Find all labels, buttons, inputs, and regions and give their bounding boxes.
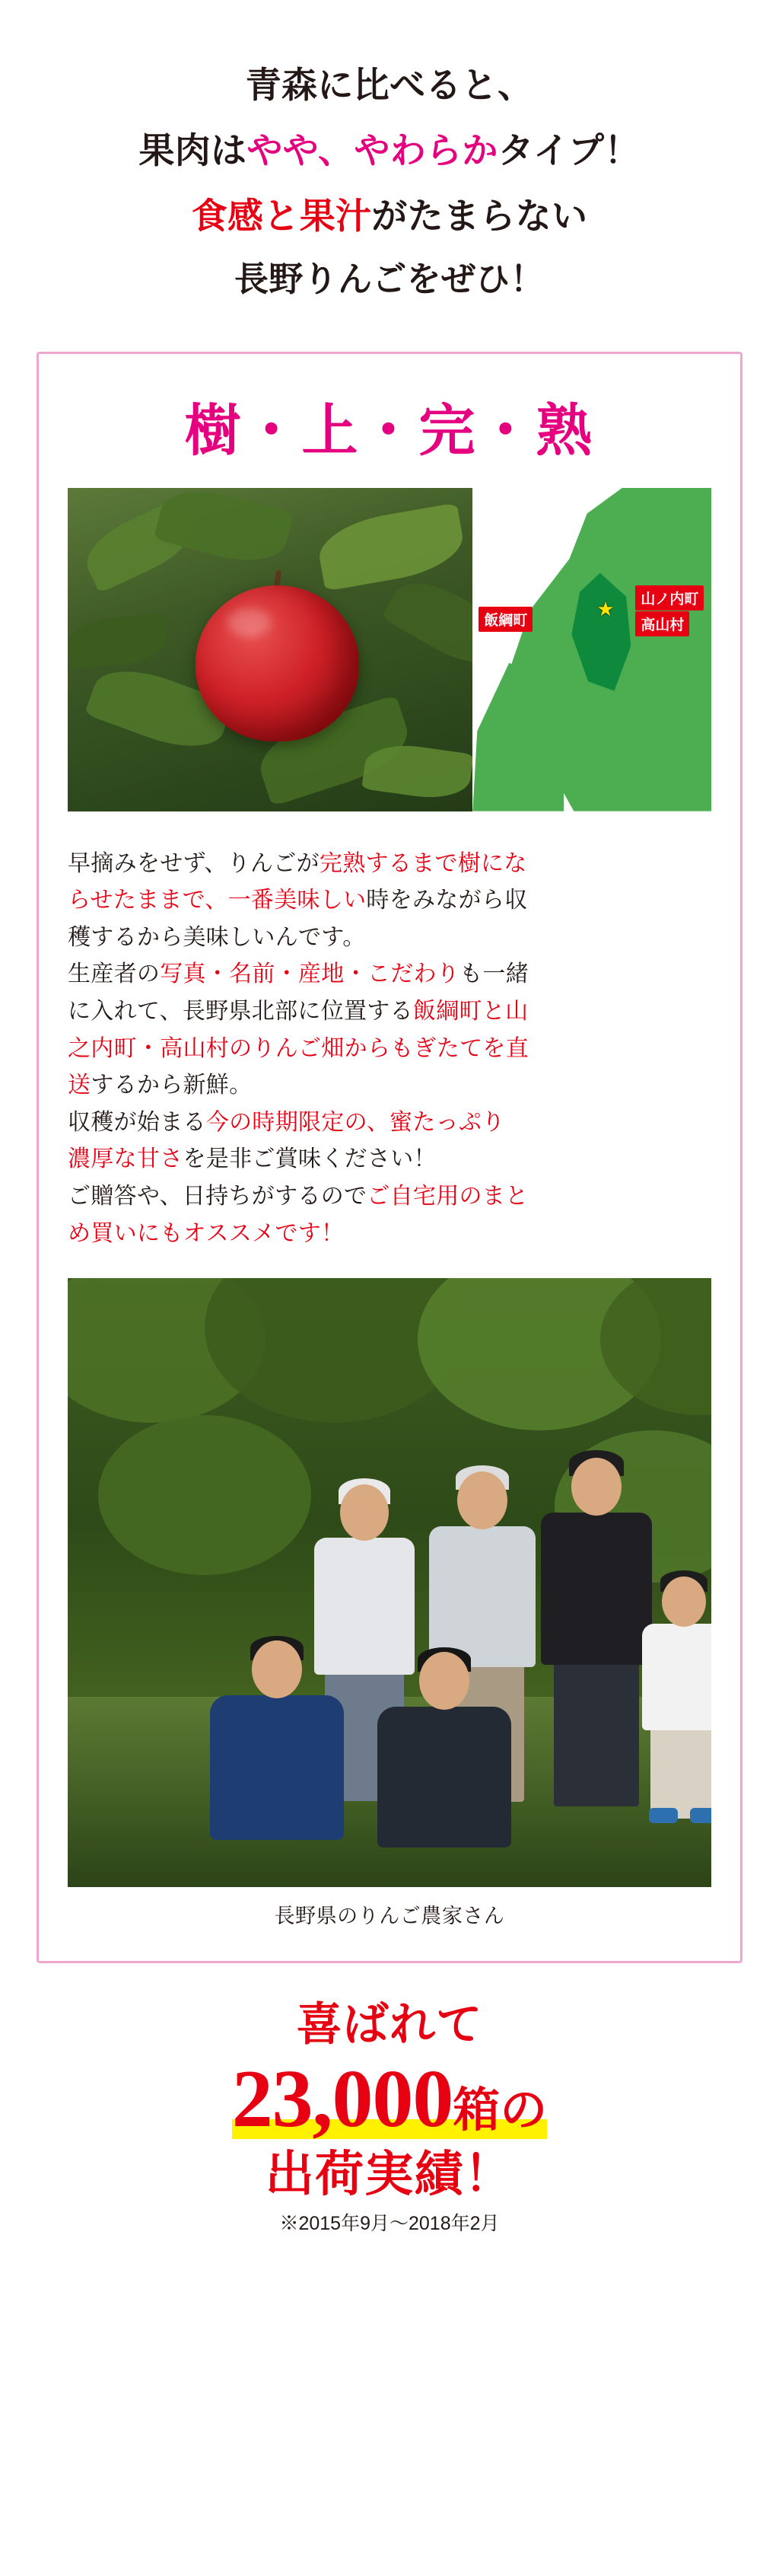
claim-line-3: 出荷実績！ — [265, 2147, 514, 2201]
tree-ripened-card — [37, 352, 742, 1964]
card-body-text — [68, 846, 711, 1253]
claim-number: 23,000 — [231, 2054, 453, 2145]
farmer-back-right — [539, 1447, 653, 1805]
body-line-7 — [68, 1067, 711, 1105]
headline-line-2 — [30, 125, 749, 177]
body-seg-2: らせたままで、一番美味しい — [68, 888, 367, 913]
body-seg-5: 生産者の — [68, 961, 161, 987]
body-line-4 — [68, 956, 711, 993]
body-line-9 — [68, 1141, 711, 1178]
nagano-region-map — [472, 488, 711, 811]
claim-note: ※2015年9月〜2018年2月 — [279, 2213, 500, 2235]
body-seg-19: め買いにもオススメです！ — [68, 1220, 345, 1246]
body-seg-12: するから新鮮。 — [91, 1073, 253, 1098]
body-seg-11: 送 — [68, 1073, 91, 1098]
body-line-1 — [68, 846, 711, 883]
map-label-iizuna: 飯綱町 — [479, 607, 533, 632]
map-label-yamanouchi: 山ノ内町 — [635, 585, 704, 611]
map-label-takayama: 高山村 — [635, 611, 689, 636]
headline-line-2-part-a: 果肉は — [138, 130, 247, 171]
headline-line-4: 長野りんごをぜひ！ — [234, 260, 545, 299]
map-star-icon: ★ — [596, 597, 615, 620]
claim-unit: 箱の — [453, 2085, 548, 2138]
farmers-photo-caption: 長野県のりんご農家さん — [274, 1905, 505, 1928]
body-seg-0: 早摘みをせず、りんごが — [68, 850, 320, 876]
body-seg-8: に入れて、長野県北部に位置する — [68, 999, 413, 1025]
headline-line-2-emphasis: やや、やわらか — [246, 130, 498, 171]
body-seg-10: 之内町・高山村のりんご畑からもぎたてを直 — [68, 1035, 529, 1061]
body-line-5 — [68, 993, 711, 1031]
body-seg-1: 完熟するまで樹にな — [319, 850, 527, 876]
nagano-apple-farmers-photo — [68, 1278, 711, 1887]
apple-fruit — [196, 585, 359, 741]
body-line-3 — [68, 920, 711, 957]
body-line-8 — [68, 1105, 711, 1142]
headline-line-3-part-b: がたまらない — [371, 196, 588, 237]
headline-line-2-part-c: タイプ！ — [498, 130, 641, 171]
body-seg-16: を是非ご賞味ください！ — [183, 1146, 437, 1172]
body-line-2 — [68, 882, 711, 920]
headline-line-1: 青森に比べると、 — [245, 65, 534, 105]
body-seg-4: 穫するから美味しいんです。 — [68, 924, 366, 950]
body-seg-14: 今の時期限定の、蜜たっぷり — [205, 1109, 505, 1135]
headline-line-3 — [30, 190, 749, 242]
body-seg-9: 飯綱町と山 — [412, 999, 529, 1025]
body-seg-13: 収穫が始まる — [68, 1109, 206, 1135]
body-seg-7: も一緒 — [459, 961, 529, 987]
headline-line-3-emphasis: 食感と果汁 — [191, 196, 372, 237]
body-seg-17: ご贈答や、日持ちがするので — [68, 1184, 367, 1210]
body-seg-3: 時をみながら収 — [366, 888, 528, 913]
farmer-front-left — [205, 1636, 349, 1857]
body-line-11 — [68, 1216, 711, 1253]
headline-block — [30, 0, 749, 304]
apple-on-tree-photo — [68, 488, 472, 811]
farmer-child — [638, 1567, 711, 1819]
card-title: 樹・上・完・熟 — [184, 400, 595, 463]
claim-number-row — [232, 2055, 548, 2145]
card-media-row — [68, 488, 711, 815]
body-seg-18: ご自宅用のまと — [367, 1184, 529, 1210]
claim-line-1: 喜ばれて — [296, 2000, 483, 2051]
body-line-10 — [68, 1178, 711, 1216]
body-seg-6: 写真・名前・産地・こだわり — [160, 961, 460, 987]
body-seg-15: 濃厚な甘さ — [68, 1146, 183, 1172]
shipping-record-claim — [30, 2000, 749, 2235]
farmer-front-right — [372, 1647, 517, 1860]
body-line-6 — [68, 1031, 711, 1068]
